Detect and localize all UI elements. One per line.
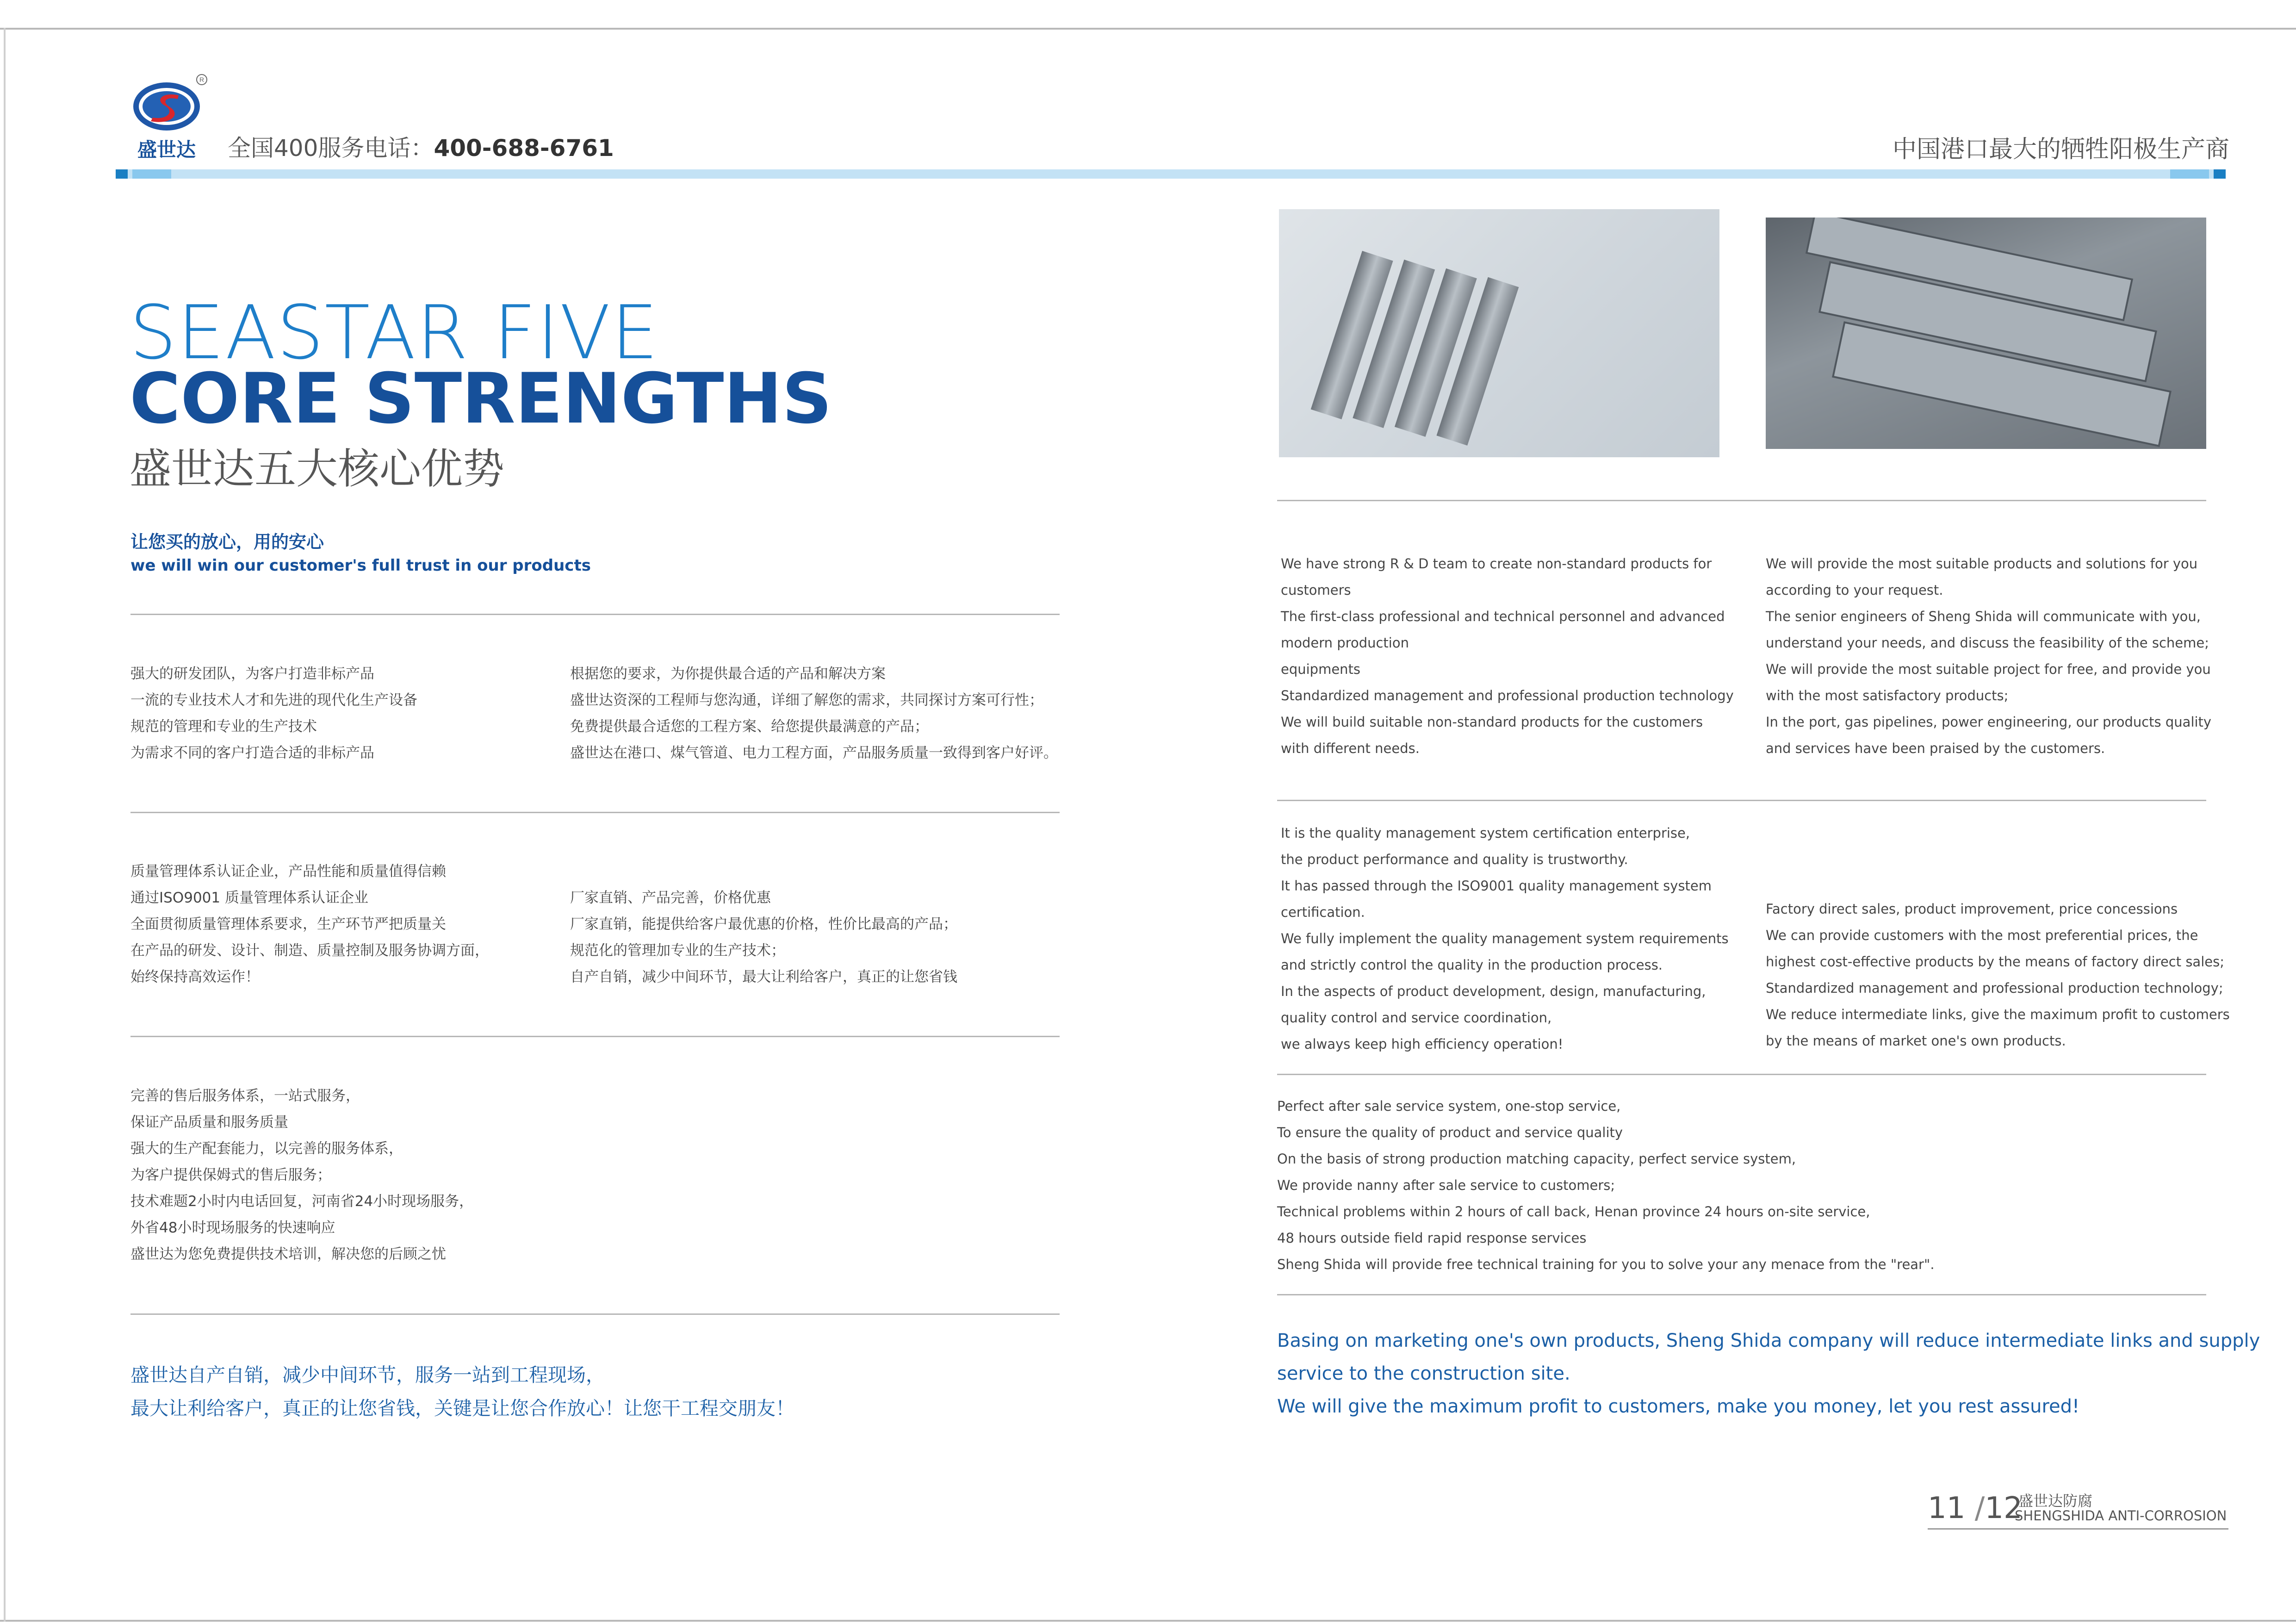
divider bbox=[1277, 1074, 2206, 1075]
cn-block-quality: 质量管理体系认证企业，产品性能和质量值得信赖 通过ISO9001 质量管理体系认证企业 全面贯彻质量管理体系要求，生产环节严把质量关 在产品的研发、设计、制造、质量控制及服务协调方面， 始终保持高效运作！ bbox=[130, 863, 489, 985]
en-block-rd: We have strong R & D team to create non-standard products for customers The first-class professional and technical personnel and advanced modern production equipments Standardized management and professional production technology We will build suitable non-standard products for the customers with different needs. bbox=[1281, 556, 1734, 756]
header-slogan: 中国港口最大的牺牲阳极生产商 bbox=[1892, 136, 2229, 163]
en-closing-statement: Basing on marketing one's own products, Sheng Shida company will reduce intermediate links and supply service to the construction site. We will give the maximum profit to customers, make you money, let you rest assured! bbox=[1277, 1330, 2260, 1417]
divider bbox=[1277, 500, 2206, 501]
divider bbox=[1277, 800, 2206, 801]
service-hotline bbox=[228, 130, 614, 163]
header-band bbox=[116, 169, 2226, 179]
subtitle-en: we will win our customer's full trust in our products bbox=[130, 556, 591, 575]
svg-text:R: R bbox=[199, 76, 205, 83]
divider bbox=[130, 1313, 1060, 1315]
en-block-service: Perfect after sale service system, one-stop service, To ensure the quality of product and service quality On the basis of strong production matching capacity, perfect service system, We provide nanny after sale service to customers; Technical problems within 2 hours of call back, Henan province 24 hours on-site service, 48 hours outside field rapid response services Sheng Shida will provide free technical training for you to solve your any menace from the "rear". bbox=[1277, 1098, 1935, 1272]
en-block-solutions: We will provide the most suitable products and solutions for you according to your request. The senior engineers of Sheng Shida will communicate with you, understand your needs, and discuss the feasibility of the scheme; We will provide the most suitable project for free, and provide you with the most satisfactory products; In the port, gas pipelines, power engineering, our products quality and services have been praised by the customers. bbox=[1766, 556, 2212, 756]
divider bbox=[1277, 1294, 2206, 1295]
divider bbox=[130, 614, 1060, 615]
title-line2: CORE STRENGTHS bbox=[130, 359, 832, 439]
cn-block-direct-sales: 厂家直销、产品完善，价格优惠 厂家直销，能提供给客户最优惠的价格，性价比最高的产品； 规范化的管理加专业的生产技术； 自产自销，减少中间环节，最大让利给客户，真正的让您省钱 bbox=[570, 890, 957, 985]
subtitle-cn: 让您买的放心，用的安心 bbox=[130, 532, 324, 552]
cn-block-rd: 强大的研发团队，为客户打造非标产品 一流的专业技术人才和先进的现代化生产设备 规范的管理和专业的生产技术 为需求不同的客户打造合适的非标产品 bbox=[130, 666, 417, 761]
product-photo-anodes bbox=[1279, 209, 1719, 457]
logo-mark-icon bbox=[130, 73, 214, 161]
cn-block-solutions: 根据您的要求，为你提供最合适的产品和解决方案 盛世达资深的工程师与您沟通，详细了解您的需求，共同探讨方案可行性； 免费提供最合适您的工程方案、给您提供最满意的产品； 盛世达在港口、煤气管道、电力工程方面，产品服务质量一致得到客户好评。 bbox=[570, 666, 1058, 761]
page-number: 11 /12 bbox=[1928, 1491, 2023, 1525]
hotline-number[interactable]: 400-688-6761 bbox=[434, 135, 614, 162]
page-border-top bbox=[0, 28, 2296, 30]
page-border-left bbox=[4, 28, 6, 1622]
footer-rule bbox=[1928, 1528, 2228, 1530]
en-block-direct-sales: Factory direct sales, product improvement, price concessions We can provide customers with the most preferential prices, the highest cost-effective products by the means of factory direct sales; Standardized management and professional production technology; We reduce intermediate links, give the maximum profit to customers by the means of market one's own products. bbox=[1766, 901, 2230, 1049]
hotline-label: 全国400服务电话： bbox=[228, 135, 434, 162]
title-line1: SEASTAR FIVE bbox=[130, 289, 659, 376]
registered-mark-icon bbox=[195, 73, 208, 86]
brand-name: 盛世达 bbox=[137, 139, 196, 161]
title-line3: 盛世达五大核心优势 bbox=[130, 445, 504, 493]
divider bbox=[130, 1036, 1060, 1037]
brand-logo bbox=[130, 73, 214, 161]
cn-block-service: 完善的售后服务体系，一站式服务， 保证产品质量和服务质量 强大的生产配套能力，以完善的服务体系， 为客户提供保姆式的售后服务； 技术难题2小时内电话回复，河南省24小时现场服务， 外省48小时现场服务的快速响应 盛世达为您免费提供技术培训，解决您的后顾之忧 bbox=[130, 1088, 474, 1263]
footer-brand-cn: 盛世达防腐 bbox=[2018, 1492, 2093, 1510]
page-border-bottom bbox=[0, 1620, 2296, 1622]
product-photo-stacked bbox=[1766, 218, 2206, 449]
divider bbox=[130, 812, 1060, 813]
en-block-quality: It is the quality management system certification enterprise, the product performance and quality is trustworthy. It has passed through the ISO9001 quality management system certification. We fully implement the quality management system requirements and strictly control the quality in the production process. In the aspects of product development, design, manufacturing, quality control and service coordination, we always keep high efficiency operation! bbox=[1281, 825, 1729, 1052]
cn-closing-statement: 盛世达自产自销，减少中间环节，服务一站到工程现场， 最大让利给客户，真正的让您省钱，关键是让您合作放心！让您干工程交朋友！ bbox=[130, 1364, 794, 1419]
footer-brand-en: SHENGSHIDA ANTI-CORROSION bbox=[2015, 1508, 2227, 1524]
